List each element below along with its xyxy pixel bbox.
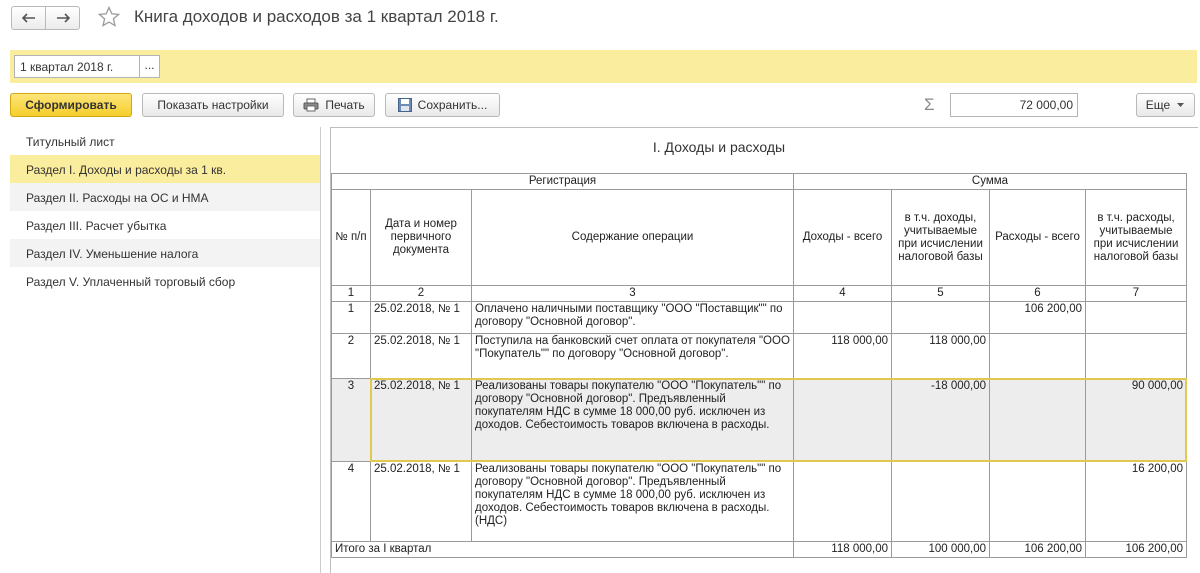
period-input[interactable]: 1 квартал 2018 г. xyxy=(14,55,140,78)
more-button[interactable] xyxy=(1136,93,1195,117)
col-number: 6 xyxy=(990,286,1086,302)
header-sum: Сумма xyxy=(794,174,1187,190)
col-number: 3 xyxy=(472,286,794,302)
header-content: Содержание операции xyxy=(472,190,794,286)
header-date: Дата и номер первичного документа xyxy=(371,190,472,286)
header-registration: Регистрация xyxy=(332,174,794,190)
section-1-income-expenses[interactable]: Раздел I. Доходы и расходы за 1 кв. xyxy=(10,155,320,183)
total-expense-total: 106 200,00 xyxy=(990,542,1086,558)
generate-button-label: Сформировать xyxy=(25,98,117,112)
cell-num: 3 xyxy=(332,379,371,462)
total-income-total: 118 000,00 xyxy=(794,542,892,558)
floppy-icon xyxy=(398,98,412,112)
table-row-selected[interactable] xyxy=(332,379,1187,462)
cell-expense-total: 106 200,00 xyxy=(990,302,1086,334)
cell-expense-tax xyxy=(1086,334,1187,379)
cell-expense-total xyxy=(990,379,1086,462)
cell-income-total xyxy=(794,462,892,542)
favorite-button[interactable] xyxy=(97,5,121,34)
sum-icon: Σ xyxy=(924,95,935,114)
star-icon xyxy=(97,5,121,29)
save-label: Сохранить... xyxy=(417,98,488,112)
section-3-loss[interactable]: Раздел III. Расчет убытка xyxy=(26,219,167,233)
cell-date: 25.02.2018, № 1 xyxy=(371,302,472,334)
print-label: Печать xyxy=(325,98,365,112)
selected-sum-field: 72 000,00 xyxy=(950,93,1078,117)
header-group-row xyxy=(332,174,1187,190)
cell-income-total: 118 000,00 xyxy=(794,334,892,379)
cell-content: Реализованы товары покупателю "ООО "Покупатель"" по договору "Основной договор". Предъявленный покупателям НДС в сумме 18 000,00 руб. исключен из доходов. Себестоимость товаров включена в расходы. (НДС) xyxy=(472,462,794,542)
total-label: Итого за I квартал xyxy=(332,542,794,558)
cell-date: 25.02.2018, № 1 xyxy=(371,462,472,542)
col-number: 2 xyxy=(371,286,472,302)
arrow-right-icon xyxy=(56,13,70,23)
header-income-total: Доходы - всего xyxy=(794,190,892,286)
col-number: 5 xyxy=(892,286,990,302)
printer-icon xyxy=(303,98,319,112)
title-bar xyxy=(0,0,1200,40)
report-table xyxy=(331,173,1187,558)
cell-income-tax xyxy=(892,302,990,334)
cell-expense-tax: 16 200,00 xyxy=(1086,462,1187,542)
cell-num: 2 xyxy=(332,334,371,379)
cell-date: 25.02.2018, № 1 xyxy=(371,379,472,462)
section-4-tax-reduction[interactable]: Раздел IV. Уменьшение налога xyxy=(10,239,320,267)
cell-expense-tax xyxy=(1086,302,1187,334)
more-label: Еще xyxy=(1145,98,1171,112)
print-button[interactable] xyxy=(293,93,375,117)
report-title: I. Доходы и расходы xyxy=(652,139,786,155)
column-number-row xyxy=(332,286,1187,302)
total-row[interactable] xyxy=(332,542,1187,558)
header-num: № п/п xyxy=(332,190,371,286)
col-number: 7 xyxy=(1086,286,1187,302)
arrow-left-icon xyxy=(22,13,36,23)
section-title-page[interactable]: Титульный лист xyxy=(26,135,115,149)
cell-num: 4 xyxy=(332,462,371,542)
period-panel xyxy=(10,50,1197,83)
header-expense-total: Расходы - всего xyxy=(990,190,1086,286)
cell-income-total xyxy=(794,379,892,462)
report-document[interactable] xyxy=(330,127,1198,573)
show-settings-label: Показать настройки xyxy=(157,98,269,112)
show-settings-button[interactable] xyxy=(142,93,284,117)
generate-button[interactable] xyxy=(10,93,132,117)
cell-income-tax: 118 000,00 xyxy=(892,334,990,379)
back-button[interactable] xyxy=(11,6,46,30)
cell-expense-total xyxy=(990,334,1086,379)
cell-content: Поступила на банковский счет оплата от покупателя "ООО "Покупатель"" по договору "Основной договор". xyxy=(472,334,794,379)
cell-date: 25.02.2018, № 1 xyxy=(371,334,472,379)
cell-content: Реализованы товары покупателю "ООО "Покупатель"" по договору "Основной договор". Предъявленный покупателям НДС в сумме 18 000,00 руб. исключен из доходов. Себестоимость товаров включена в расходы. xyxy=(472,379,794,462)
cell-expense-total xyxy=(990,462,1086,542)
cell-content: Оплачено наличными поставщику "ООО "Поставщик"" по договору "Основной договор". xyxy=(472,302,794,334)
caret-down-icon xyxy=(1176,102,1185,108)
period-picker-button[interactable]: ... xyxy=(139,55,160,78)
col-number: 1 xyxy=(332,286,371,302)
col-number: 4 xyxy=(794,286,892,302)
sections-list xyxy=(10,127,321,573)
header-expense-tax: в т.ч. расходы, учитываемые при исчислении налоговой базы xyxy=(1086,190,1187,286)
section-2-fixed-assets[interactable]: Раздел II. Расходы на ОС и НМА xyxy=(10,183,320,211)
table-row[interactable] xyxy=(332,462,1187,542)
save-button[interactable] xyxy=(385,93,500,117)
header-row xyxy=(332,190,1187,286)
table-row[interactable] xyxy=(332,334,1187,379)
forward-button[interactable] xyxy=(45,6,80,30)
table-row[interactable] xyxy=(332,302,1187,334)
total-income-tax: 100 000,00 xyxy=(892,542,990,558)
cell-num: 1 xyxy=(332,302,371,334)
header-income-tax: в т.ч. доходы, учитываемые при исчислении налоговой базы xyxy=(892,190,990,286)
cell-income-tax xyxy=(892,462,990,542)
cell-income-tax: -18 000,00 xyxy=(892,379,990,462)
cell-expense-tax: 90 000,00 xyxy=(1086,379,1187,462)
page-title: Книга доходов и расходов за 1 квартал 2018 г. xyxy=(134,7,499,26)
total-expense-tax: 106 200,00 xyxy=(1086,542,1187,558)
section-5-trade-fee[interactable]: Раздел V. Уплаченный торговый сбор xyxy=(26,275,236,289)
cell-income-total xyxy=(794,302,892,334)
